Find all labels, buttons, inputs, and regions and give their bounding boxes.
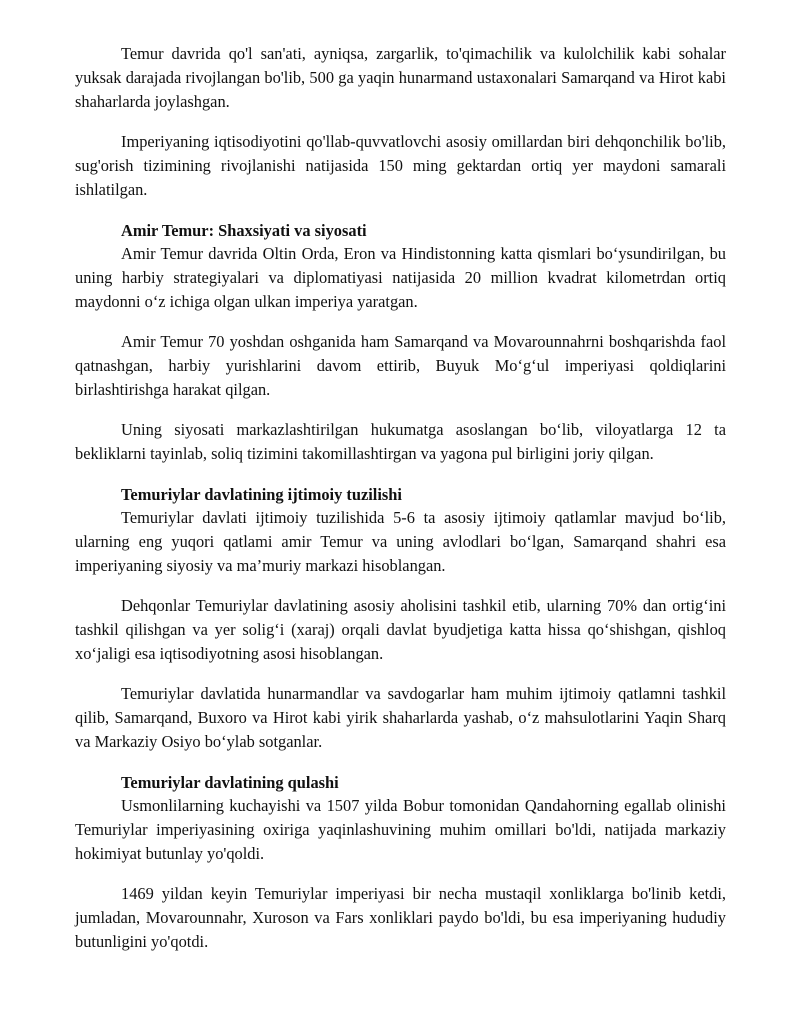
section-heading: Temuriylar davlatining ijtimoiy tuzilishi — [121, 485, 402, 504]
paragraph: Usmonlilarning kuchayishi va 1507 yilda Bobur tomonidan Qandahorning egallab olinishi Temuriylar imperiyasining oxiriga yaqinlashuvining muhim omillari bo'ldi, natijada markaziy hokimiyat butunlay yo'qoldi. — [75, 796, 726, 863]
paragraph: 1469 yildan keyin Temuriylar imperiyasi bir necha mustaqil xonliklarga bo'linib ketdi, jumladan, Movarounnahr, Xuroson va Fars xonliklari paydo bo'ldi, bu esa imperiyaning hududiy butunligini yo'qotdi. — [75, 884, 726, 951]
paragraph: Amir Temur davrida Oltin Orda, Eron va Hindistonning katta qismlari bo‘ysundirilgan, bu uning harbiy strategiyalari va diplomatiyasi natijasida 20 million kvadrat kilometrdan ortiq maydonni o‘z ichiga olgan ulkan imperiya yaratgan. — [75, 244, 726, 311]
section-heading: Amir Temur: Shaxsiyati va siyosati — [121, 221, 367, 240]
paragraph: Temuriylar davlatida hunarmandlar va savdogarlar ham muhim ijtimoiy qatlamni tashkil qilib, Samarqand, Buxoro va Hirot kabi yirik shaharlarda yashab, o‘z mahsulotlarini Yaqin Sharq va Markaziy Osiyo bo‘ylab sotganlar. — [75, 684, 726, 751]
paragraph: Amir Temur 70 yoshdan oshganida ham Samarqand va Movarounnahrni boshqarishda faol qatnashgan, harbiy yurishlarini davom ettirib, Buyuk Mo‘g‘ul imperiyasi qoldiqlarini birlashtirishga harakat qilgan. — [75, 332, 726, 399]
paragraph: Temur davrida qo'l san'ati, ayniqsa, zargarlik, to'qimachilik va kulolchilik kabi sohalar yuksak darajada rivojlangan bo'lib, 500 ga yaqin hunarmand ustaxonalari Samarqand va Hirot kabi shaharlarda joylashgan. — [75, 44, 726, 111]
document-page — [75, 42, 726, 954]
paragraph: Temuriylar davlati ijtimoiy tuzilishida 5-6 ta asosiy ijtimoiy qatlamlar mavjud bo‘lib, ularning eng yuqori qatlami amir Temur va uning avlodlari bo‘lgan, Samarqand shahri esa imperiyaning siyosiy va ma’muriy markazi hisoblangan. — [75, 508, 726, 575]
section-heading: Temuriylar davlatining qulashi — [121, 773, 339, 792]
paragraph: Imperiyaning iqtisodiyotini qo'llab-quvvatlovchi asosiy omillardan biri dehqonchilik bo'lib, sug'orish tizimining rivojlanishi natijasida 150 ming gektardan ortiq yer maydoni samarali ishlatilgan. — [75, 132, 726, 199]
paragraph: Dehqonlar Temuriylar davlatining asosiy aholisini tashkil etib, ularning 70% dan ortig‘ini tashkil qilishgan va yer solig‘i (xaraj) orqali davlat byudjetiga katta hissa qo‘shishgan, qishloq xo‘jaligi esa iqtisodiyotning asosi hisoblangan. — [75, 596, 726, 663]
paragraph: Uning siyosati markazlashtirilgan hukumatga asoslangan bo‘lib, viloyatlarga 12 ta bekliklarni tayinlab, soliq tizimini takomillashtirgan va yagona pul birligini joriy qilgan. — [75, 420, 726, 463]
